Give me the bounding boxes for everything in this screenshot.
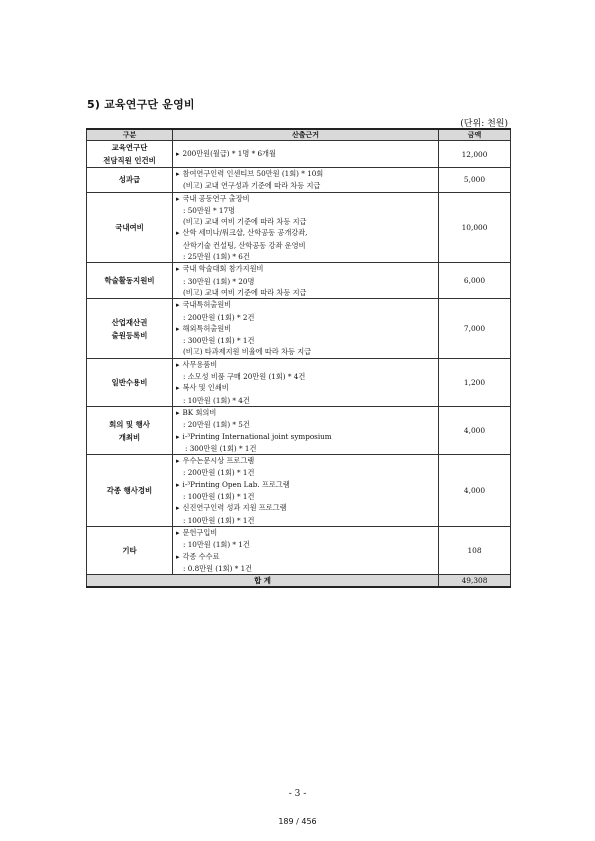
row-amount: 4,000	[439, 455, 511, 527]
category-line: 학술활동지원비	[104, 276, 155, 286]
row-amount: 6,000	[439, 263, 511, 299]
row-basis	[173, 455, 439, 527]
row-category	[87, 168, 173, 193]
basis-bullet-line: ▸ BK 회의비	[176, 407, 435, 419]
row-basis	[173, 406, 439, 454]
basis-bullet-line: ▸ i-³Printing International joint symposium	[176, 431, 435, 443]
row-category	[87, 141, 173, 168]
category-line: 각종 행사경비	[106, 486, 153, 496]
row-amount: 7,000	[439, 299, 511, 358]
basis-detail-line: : 200만원 (1회) * 1건	[183, 468, 255, 478]
basis-bullet-line: ▸ 200만원(월급) * 1명 * 6개월	[176, 148, 435, 160]
row-amount: 4,000	[439, 406, 511, 454]
basis-bullet-line: ▸ 사무용품비	[176, 359, 435, 371]
row-category	[87, 455, 173, 527]
table-row	[87, 406, 511, 454]
basis-detail-line: : 100만원 (1회) * 1건	[183, 492, 255, 502]
basis-detail-line: : 소모성 비품 구매 20만원 (1회) * 4건	[183, 372, 306, 382]
table-row	[87, 141, 511, 168]
budget-table	[86, 128, 511, 588]
row-basis	[173, 358, 439, 406]
unit-note: (단위: 천원)	[460, 119, 508, 129]
basis-bullet-line: ▸ 국내특허출원비	[176, 299, 435, 311]
basis-detail-line: (비고) 교내 여비 기준에 따라 차등 지급	[183, 287, 307, 297]
basis-detail-line: (비고) 교내 연구성과 기준에 따라 차등 지급	[183, 181, 321, 191]
total-row	[87, 575, 511, 588]
basis-detail-line: : 10만원 (1회) * 4건	[183, 395, 250, 405]
row-basis	[173, 192, 439, 263]
table-row	[87, 168, 511, 193]
basis-detail-line: : 0.8만원 (1회) * 1건	[183, 563, 253, 573]
table-row	[87, 455, 511, 527]
row-basis	[173, 526, 439, 574]
category-line: 회의 및 행사	[109, 419, 150, 429]
row-basis	[173, 168, 439, 193]
total-label: 합 계	[87, 575, 439, 588]
basis-bullet-line: ▸ 문헌구입비	[176, 527, 435, 539]
basis-detail-line: (비고) 교내 여비 기준에 따라 차등 지급	[183, 217, 307, 227]
row-category	[87, 406, 173, 454]
row-category	[87, 192, 173, 263]
basis-bullet-line: ▸ 우수논문시상 프로그램	[176, 455, 435, 467]
category-line: 성과급	[118, 175, 141, 185]
basis-detail-line: : 30만원 (1회) * 20명	[183, 276, 255, 286]
row-amount: 108	[439, 526, 511, 574]
table-row	[87, 526, 511, 574]
basis-detail-line: : 10만원 (1회) * 1건	[183, 540, 250, 550]
category-line: 개최비	[118, 432, 141, 442]
basis-bullet-line: ▸ 국내 공동연구 출장비	[176, 193, 435, 205]
category-line: 출원등록비	[111, 330, 148, 340]
basis-detail-line: : 300만원 (1회) * 1건	[185, 443, 257, 453]
table-row	[87, 263, 511, 299]
category-line: 국내여비	[115, 222, 144, 232]
row-amount: 10,000	[439, 192, 511, 263]
basis-bullet-line: ▸ 해외특허출원비	[176, 323, 435, 335]
table-row	[87, 192, 511, 263]
basis-bullet-line: ▸ 국내 학술대회 참가지원비	[176, 263, 435, 275]
table-header-row	[87, 129, 511, 141]
basis-bullet-line: ▸ 참여연구인력 인센티브 50만원 (1회) * 10회	[176, 168, 435, 180]
column-header-category: 구분	[87, 129, 173, 141]
category-line: 기타	[122, 546, 137, 555]
basis-detail-line: 산학기술 컨설팅, 산학공동 강좌 운영비	[183, 240, 306, 250]
category-line: 산업재산권	[111, 317, 148, 327]
category-line: 전담직원 인건비	[103, 156, 156, 165]
row-basis	[173, 141, 439, 168]
basis-detail-line: : 20만원 (1회) * 5건	[183, 420, 250, 430]
page-number: - 3 -	[288, 789, 307, 799]
row-amount: 5,000	[439, 168, 511, 193]
basis-bullet-line: ▸ i-³Printing Open Lab. 프로그램	[176, 479, 435, 491]
basis-bullet-line: ▸ 복사 및 인쇄비	[176, 382, 435, 394]
category-line: 일반수용비	[111, 377, 148, 387]
column-header-basis: 산출근거	[173, 129, 439, 141]
basis-detail-line: : 200만원 (1회) * 2건	[183, 312, 255, 322]
basis-detail-line: : 300만원 (1회) * 1건	[183, 336, 255, 346]
row-category	[87, 526, 173, 574]
basis-bullet-line: ▸ 신진연구인력 성과 지원 프로그램	[176, 502, 435, 514]
table-row	[87, 358, 511, 406]
row-basis	[173, 299, 439, 358]
basis-detail-line: : 100만원 (1회) * 1건	[183, 515, 255, 525]
row-category	[87, 358, 173, 406]
section-heading: 5) 교육연구단 운영비	[87, 98, 195, 111]
basis-detail-line: : 25만원 (1회) * 6건	[183, 252, 250, 262]
table-row	[87, 299, 511, 358]
page-count: 189 / 456	[278, 817, 317, 826]
column-header-amount: 금액	[439, 129, 511, 141]
total-amount: 49,308	[439, 575, 511, 588]
basis-bullet-line: ▸ 산학 세미나/워크샵, 산학공동 공개강좌,	[176, 227, 435, 239]
basis-detail-line: (비고) 타과제지원 비율에 따라 차등 지급	[183, 347, 312, 357]
basis-detail-line: : 50만원 * 17명	[183, 205, 235, 215]
basis-bullet-line: ▸ 각종 수수료	[176, 551, 435, 563]
category-line: 교육연구단	[111, 143, 148, 152]
row-category	[87, 299, 173, 358]
row-amount: 1,200	[439, 358, 511, 406]
row-basis	[173, 263, 439, 299]
row-category	[87, 263, 173, 299]
row-amount: 12,000	[439, 141, 511, 168]
table-body	[87, 141, 511, 575]
